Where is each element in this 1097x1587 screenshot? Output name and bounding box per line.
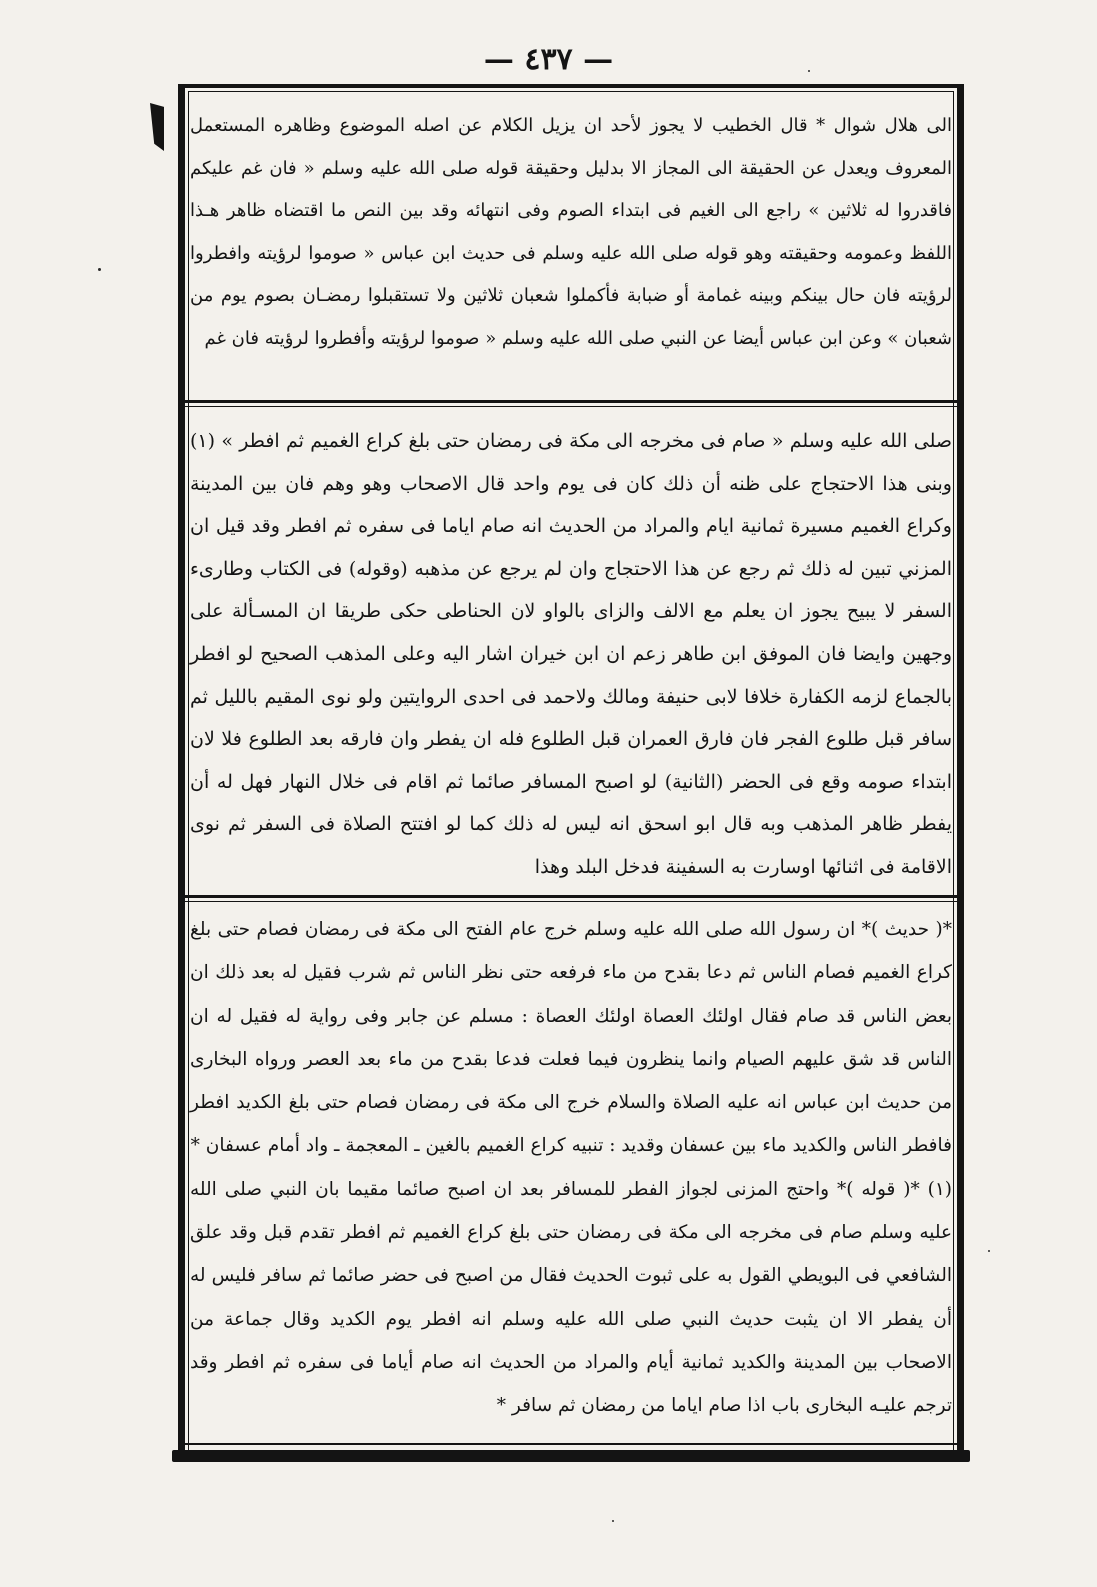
footnote-hadith: *( حديث )* ان رسول الله صلى الله عليه وسلم خرج عام الفتح الى مكة فى رمضان فصام حتى بلغ كراع الغميم فصام الناس ثم دعا بقدح من ماء فرفعه حتى نظر الناس ثم شرب فقيل له بعد ذلك ان بعض الناس قد صام فقال اولئك العصاة اولئك العصاة : مسلم عن جابر وفى رواية له فقيل له ان الناس قد شق عليهم الصيام وانما ينظرون فيما فعلت فدعا بقدح من ماء بعد العصر ورواه البخارى من حديث ابن عباس انه عليه الصلاة والسلام خرج الى مكة فى رمضان فصام حتى بلغ الكديد افطر فافطر الناس والكديد ماء بين عسفان وقديد : تنبيه كراع الغميم بالغين ـ المعجمة ـ واد أمام عسفان * xyxy=(190,919,952,1157)
paper-speck xyxy=(612,1520,614,1522)
bottom-rule-thin xyxy=(182,1443,960,1445)
paper-speck xyxy=(808,70,810,72)
paper-speck xyxy=(988,1250,990,1252)
footnote-block xyxy=(190,908,952,1433)
upper-divider-thin xyxy=(185,406,957,407)
margin-mark xyxy=(150,103,164,151)
footnote-divider-thin xyxy=(185,901,957,902)
upper-text-block xyxy=(190,105,952,395)
paper-speck xyxy=(98,268,101,271)
upper-divider xyxy=(185,400,957,403)
middle-text: صلى الله عليه وسلم « صام فى مخرجه الى مكة فى رمضان حتى بلغ كراع الغميم ثم افطر » (١) وبنى هذا الاحتجاج على ظنه أن ذلك كان فى يوم واحد قال الاصحاب وهو وهم فان بين المدينة وكراع الغميم مسيرة ثمانية ايام والمراد من الحديث انه صام اياما فى سفره ثم افطر وقد قيل ان المزني تبين له ذلك ثم رجع عن هذا الاحتجاج وان لم يرجع عن مذهبه (وقوله) فى الكتاب وطارىء السفر لا يبيح يجوز ان يعلم مع الالف والزاى بالواو لان الحناطى حكى طريقا ان المسـألة على وجهين وايضا فان الموفق ابن طاهر زعم ان ابن خيران اشار اليه وعلى المذهب الصحيح لو افطر بالجماع لزمه الكفارة خلافا لابى حنيفة ومالك ولاحمد فى احدى الروايتين ولو نوى المقيم بالليل ثم سافر قبل طلوع الفجر فان فارق العمران قبل الطلوع فله ان يفطر وان فارقه بعد الطلوع فلا لان ابتداء صومه وقع فى الحضر (الثانية) لو اصبح المسافر صائما ثم اقام فى خلال النهار فهل له أن يفطر ظاهر المذهب وبه قال ابو اسحق انه ليس له ذلك كما لو افتتح الصلاة فى السفر ثم نوى الاقامة فى اثنائها اوسارت به السفينة فدخل البلد وهذا xyxy=(190,430,952,878)
middle-text-block xyxy=(190,420,952,890)
bottom-rule xyxy=(172,1450,970,1462)
footnote-note: (١) *( قوله )* واحتج المزنى لجواز الفطر للمسافر بعد ان اصبح صائما مقيما بان النبي صلى الله عليه وسلم صام فى مخرجه الى مكة فى رمضان حتى بلغ كراع الغميم ثم افطر تقدم قبل وقد علق الشافعي فى البويطي القول به على ثبوت الحديث فقال من اصبح فى حضر صائما ثم سافر فليس له أن يفطر الا ان يثبت حديث النبي صلى الله عليه وسلم انه افطر يوم الكديد وقال جماعة من الاصحاب بين المدينة والكديد ثمانية أيام والمراد من الحديث انه صام أياما فى سفره ثم افطر وقد ترجم عليـه البخارى باب اذا صام اياما من رمضان ثم سافر * xyxy=(190,1178,952,1417)
page-number: — ٤٣٧ — xyxy=(483,42,614,77)
footnote-divider xyxy=(185,895,957,898)
upper-text: الى هلال شوال * قال الخطيب لا يجوز لأحد ان يزيل الكلام عن اصله الموضوع وظاهره المستعمل المعروف ويعدل عن الحقيقة الى المجاز الا بدليل وحقيقة قوله صلى الله عليه وسلم « فان غم عليكم فاقدروا له ثلاثين » راجع الى الغيم فى ابتداء الصوم وفى انتهائه وقد بين النص ما اقتضاه ظاهر هـذا اللفظ وعمومه وحقيقته وهو قوله صلى الله عليه وسلم فى حديث ابن عباس « صوموا لرؤيته وافطروا لرؤيته فان حال بينكم وبينه غمامة أو ضبابة فأكملوا شعبان ثلاثين ولا تستقبلوا رمضـان بصوم يوم من شعبان » وعن ابن عباس أيضا عن النبي صلى الله عليه وسلم « صوموا لرؤيته وأفطروا لرؤيته فان غم xyxy=(190,115,952,349)
